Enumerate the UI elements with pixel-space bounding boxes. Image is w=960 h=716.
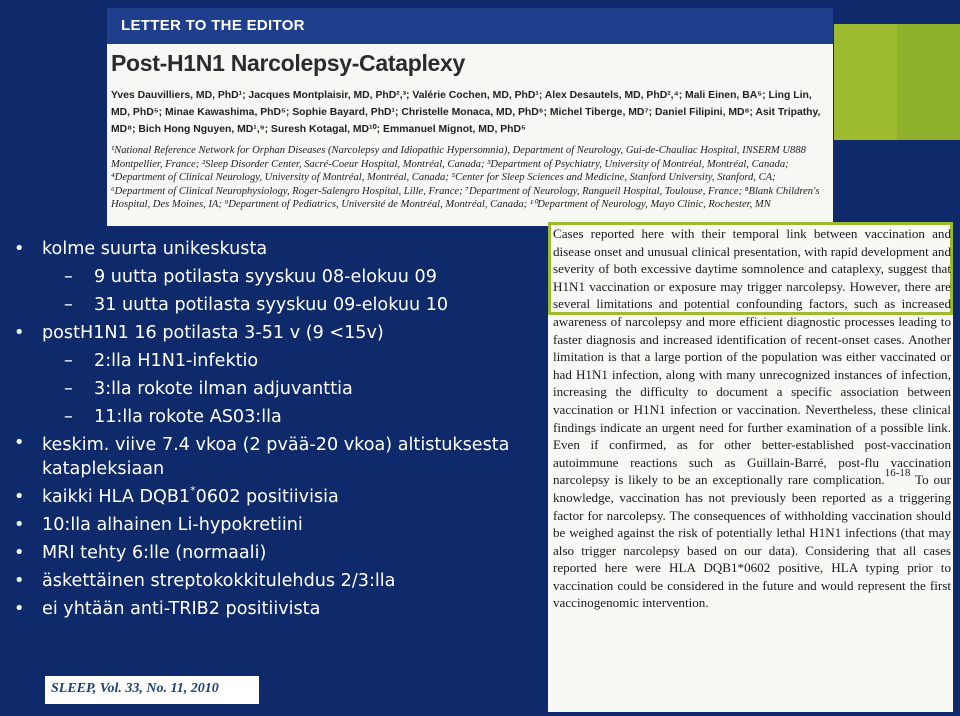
bullet-item: • 10:lla alhainen Li-hypokretiini	[12, 511, 552, 539]
bullet-item: • ei yhtään anti-TRIB2 positiivista	[12, 595, 552, 623]
bullet-item: • MRI tehty 6:lle (normaali)	[12, 539, 552, 567]
article-text-part: To our knowledge, vaccination has not previously been reported as a triggering factor for narcolepsy. The consequences of withholding vaccination should be weighed against the risk of potentially lethal H1N1 infections (that may also trigger narcolepsy based on our data). Considering that all cases reported here were HLA DQB1*0602 positive, HLA typing prior to vaccination could be considered in the future and would represent the first vaccinogenomic intervention.	[553, 472, 951, 611]
bullet-text: 0602 positiivisia	[195, 487, 339, 507]
sub-bullet-item: – 11:lla rokote AS03:lla	[12, 403, 552, 431]
bullet-item: • keskim. viive 7.4 vkoa (2 pvää-20 vkoa) altistuksesta katapleksiaan	[12, 431, 552, 483]
superscript-asterisk: *	[190, 484, 196, 497]
bullet-list	[12, 235, 552, 623]
sub-bullet-item: – 3:lla rokote ilman adjuvanttia	[12, 375, 552, 403]
bullet-text: kaikki HLA DQB1	[42, 487, 191, 507]
green-accent-square	[834, 24, 897, 140]
sub-bullet-item: – 2:lla H1N1-infektio	[12, 347, 552, 375]
green-accent-square-2	[897, 24, 960, 140]
bullet-item: • kolme suurta unikeskusta	[12, 235, 552, 263]
article-affiliations: ¹National Reference Network for Orphan Diseases (Narcolepsy and Idiopathic Hypersomnia), Department of Neurology, Gui-de-Chauliac Hospital, INSERM U888 Montpellier, France; ²Sleep Disorder Center, Sacré-Coeur Hospital, Montréal, Canada; ³Department of Psychiatry, University of Montréal, Montréal, Canada; ⁴Department of Clinical Neurology, University of Montréal, Montréal, Canada; ⁵Center for Sleep Sciences and Medicine, Stanford University, Stanford, CA; ⁶Department of Clinical Neurophysiology, Roger-Salengro Hospital, Lille, France; ⁷Department of Neurology, Rangueil Hospital, Toulouse, France; ⁸Blank Children's Hospital, Des Moines, IA; ⁹Department of Pediatrics, Université de Montréal, Montréal, Canada; ¹⁰Department of Neurology, Mayo Clinic, Rochester, MN	[111, 145, 820, 211]
sub-bullet-item: – 9 uutta potilasta syyskuu 08-elokuu 09	[12, 263, 552, 291]
citation-box	[45, 676, 259, 704]
article-excerpt	[548, 222, 953, 712]
article-text-part: Cases reported here with their temporal link between vaccination and disease onset and unusual clinical presentation, with rapid development and severity of both excessive daytime somnolence and cataplexy, suggest that H1N1 vaccination or exposure may trigger narcolepsy. However, there are several limitations and potential confounding factors, such as increased awareness of narcolepsy and more efficient diagnostic processes leading to faster diagnosis and increased identification of recent-onset cases. Another limitation is that a large portion of the population was either vaccinated or had H1N1 infection, along with many unrecognized instances of infection, increasing the difficulty to document a specific association between vaccination or H1N1 infection or vaccination. Nevertheless, these clinical findings indicate an urgent need for further examination of a possible link. Even if confirmed, as for other better-established post-vaccination autoimmune reactions such as Guillain-Barré, post-flu vaccination narcolepsy is likely to be an exceptionally rare complication.	[553, 226, 951, 488]
article-text	[553, 225, 951, 612]
citation-text: SLEEP, Vol. 33, No. 11, 2010	[51, 681, 219, 696]
bullet-item: • äskettäinen streptokokkitulehdus 2/3:lla	[12, 567, 552, 595]
journal-section-bar	[107, 8, 833, 44]
journal-header-scan	[107, 8, 833, 226]
bullet-item: • postH1N1 16 potilasta 3-51 v (9 <15v)	[12, 319, 552, 347]
article-title: Post-H1N1 Narcolepsy-Cataplexy	[111, 50, 466, 76]
bullet-item	[12, 483, 552, 511]
journal-section-label: LETTER TO THE EDITOR	[121, 17, 305, 34]
sub-bullet-item: – 31 uutta potilasta syyskuu 09-elokuu 10	[12, 291, 552, 319]
article-authors: Yves Dauvilliers, MD, PhD¹; Jacques Montplaisir, MD, PhD²,³; Valérie Cochen, MD, PhD¹; Alex Desautels, MD, PhD²,⁴; Mali Einen, BA⁵; Ling Lin, MD, PhD⁵; Minae Kawashima, PhD⁵; Sophie Bayard, PhD¹; Christelle Monaca, MD, PhD⁶; Michel Tiberge, MD⁷; Daniel Filipini, MD⁸; Asit Tripathy, MD⁸; Bich Hong Nguyen, MD¹,⁹; Suresh Kotagal, MD¹⁰; Emmanuel Mignot, MD, PhD⁵	[111, 90, 821, 135]
reference-superscript: 16-18	[884, 467, 911, 480]
